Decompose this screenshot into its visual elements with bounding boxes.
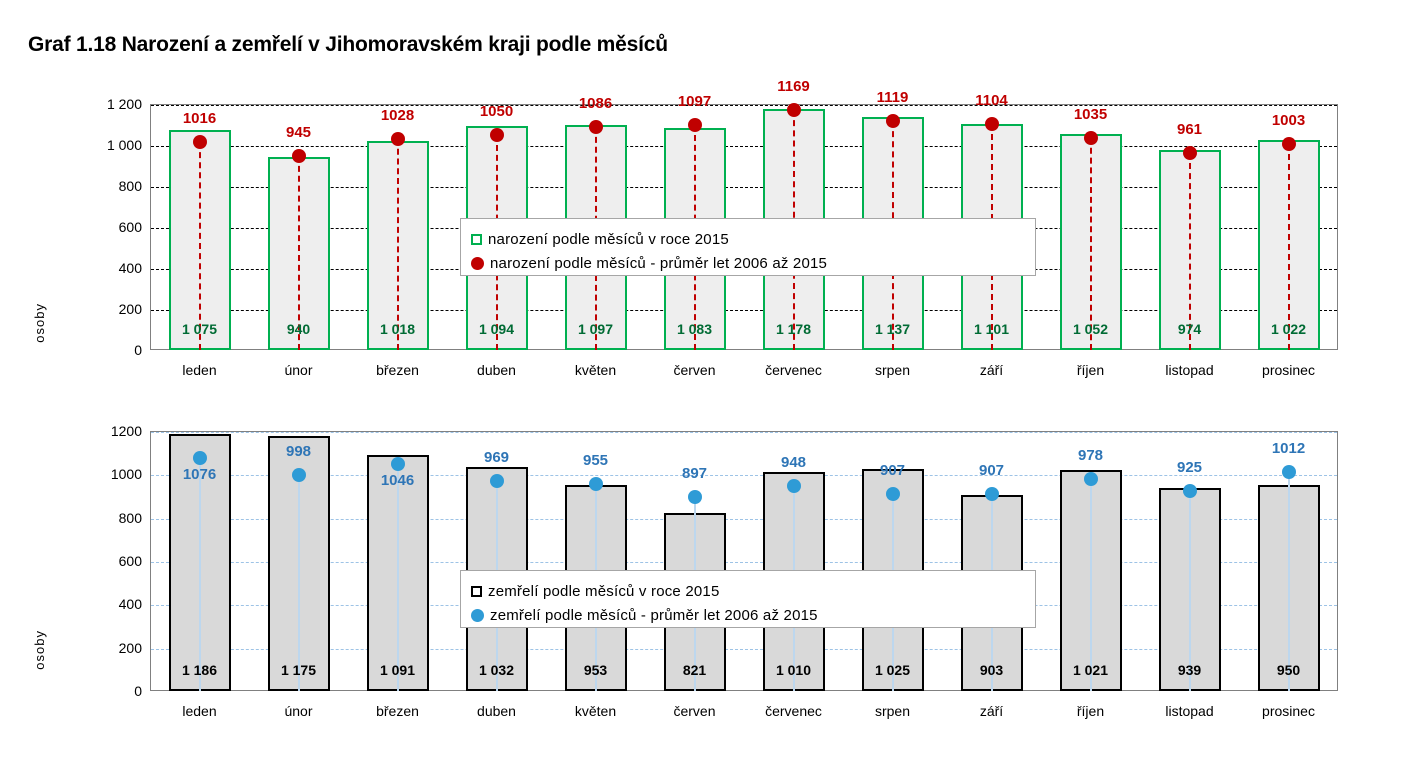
x-tick-label: duben <box>477 362 516 378</box>
avg-label-births-květen: 1086 <box>578 95 613 113</box>
y-tick-label: 200 <box>118 639 142 656</box>
avg-label-deaths-květen: 955 <box>582 452 609 470</box>
avg-label-deaths-březen: 1046 <box>380 472 415 490</box>
gridline <box>151 105 1337 106</box>
stem-births-březen <box>397 139 401 350</box>
stem-births-říjen <box>1090 138 1094 350</box>
bar-label-births-září: 1 101 <box>973 321 1010 337</box>
x-tick-label: březen <box>376 362 419 378</box>
y-tick-label: 800 <box>118 178 142 194</box>
bar-label-births-březen: 1 018 <box>379 321 416 337</box>
stem-deaths-prosinec <box>1288 472 1290 691</box>
legend-label-deaths-bars: zemřelí podle měsíců v roce 2015 <box>488 582 720 600</box>
x-tick-label: srpen <box>874 362 911 378</box>
avg-point-deaths-leden <box>193 451 207 465</box>
avg-point-births-listopad <box>1183 146 1197 160</box>
avg-point-births-září <box>985 117 999 131</box>
y-tick-label: 800 <box>118 509 142 526</box>
avg-point-births-březen <box>391 132 405 146</box>
avg-label-births-duben: 1050 <box>479 102 514 120</box>
bar-label-deaths-květen: 953 <box>583 662 608 678</box>
bar-label-deaths-červenec: 1 010 <box>775 662 812 678</box>
x-tick-label: listopad <box>1165 362 1214 378</box>
bar-label-births-duben: 1 094 <box>478 321 515 337</box>
avg-label-births-srpen: 1119 <box>876 88 909 106</box>
x-tick-label: říjen <box>1076 362 1105 378</box>
gridline <box>151 432 1337 433</box>
y-tick-label: 1200 <box>110 423 142 439</box>
bar-label-births-listopad: 974 <box>1177 321 1202 337</box>
x-tick-label: leden <box>182 703 217 719</box>
x-tick-label: říjen <box>1076 703 1105 719</box>
avg-label-deaths-červen: 897 <box>681 464 708 482</box>
stem-births-leden <box>199 142 203 350</box>
y-tick-label: 1000 <box>110 466 142 483</box>
avg-point-deaths-prosinec <box>1282 465 1296 479</box>
bar-label-deaths-červen: 821 <box>682 662 707 678</box>
x-tick-label: únor <box>284 362 313 378</box>
x-tick-label: červen <box>673 362 716 378</box>
bar-label-deaths-listopad: 939 <box>1177 662 1202 678</box>
avg-label-births-říjen: 1035 <box>1073 105 1108 123</box>
stem-deaths-leden <box>199 458 201 691</box>
x-tick-label: prosinec <box>1262 703 1315 719</box>
legend-label-deaths-avg: zemřelí podle měsíců - průměr let 2006 až 2015 <box>490 606 818 624</box>
x-tick-label: srpen <box>874 703 911 719</box>
page-title: Graf 1.18 Narození a zemřelí v Jihomoravském kraji podle měsíců <box>28 33 668 56</box>
y-tick-label: 400 <box>118 596 142 613</box>
avg-point-births-červen <box>688 118 702 132</box>
avg-label-deaths-leden: 1076 <box>182 465 217 483</box>
y-tick-label: 200 <box>118 301 142 317</box>
avg-point-births-prosinec <box>1282 137 1296 151</box>
stem-deaths-říjen <box>1090 479 1092 691</box>
bar-label-deaths-září: 903 <box>979 662 1004 678</box>
avg-point-births-duben <box>490 128 504 142</box>
avg-point-deaths-září <box>985 487 999 501</box>
avg-point-births-červenec <box>787 103 801 117</box>
stem-deaths-listopad <box>1189 491 1191 691</box>
stem-deaths-březen <box>397 464 399 691</box>
x-tick-label: prosinec <box>1262 362 1315 378</box>
bar-label-births-červen: 1 083 <box>676 321 713 337</box>
avg-point-births-květen <box>589 120 603 134</box>
avg-label-deaths-srpen: 907 <box>879 462 906 480</box>
avg-point-deaths-květen <box>589 477 603 491</box>
bar-label-deaths-březen: 1 091 <box>379 662 416 678</box>
avg-label-births-leden: 1016 <box>182 109 217 127</box>
x-tick-label: červenec <box>765 703 822 719</box>
avg-label-deaths-září: 907 <box>978 462 1005 480</box>
y-tick-label: 1 200 <box>106 96 142 112</box>
legend-row-births-bars <box>471 227 1023 251</box>
avg-point-deaths-duben <box>490 474 504 488</box>
bar-label-births-únor: 940 <box>286 321 311 337</box>
avg-label-births-červenec: 1169 <box>777 78 810 96</box>
avg-label-deaths-prosinec: 1012 <box>1271 439 1306 457</box>
x-tick-label: listopad <box>1165 703 1214 719</box>
avg-point-births-leden <box>193 135 207 149</box>
y-axis-title-deaths: osoby <box>32 630 47 670</box>
legend-marker-green-square-icon <box>471 234 482 245</box>
bar-label-births-říjen: 1 052 <box>1072 321 1109 337</box>
bar-label-births-červenec: 1 178 <box>775 321 812 337</box>
stem-deaths-únor <box>298 475 300 691</box>
avg-point-deaths-únor <box>292 468 306 482</box>
avg-label-deaths-listopad: 925 <box>1176 458 1203 476</box>
bar-label-deaths-duben: 1 032 <box>478 662 515 678</box>
legend-label-births-avg: narození podle měsíců - průměr let 2006 až 2015 <box>490 254 828 272</box>
avg-point-deaths-říjen <box>1084 472 1098 486</box>
legend-marker-blue-dot-icon <box>471 609 484 622</box>
gridline <box>151 146 1337 147</box>
avg-label-births-březen: 1028 <box>380 107 415 125</box>
avg-label-births-listopad: 961 <box>1176 120 1203 138</box>
bar-label-deaths-leden: 1 186 <box>181 662 218 678</box>
x-tick-label: březen <box>376 703 419 719</box>
legend-row-births-avg <box>471 251 1023 275</box>
legend-marker-red-dot-icon <box>471 257 484 270</box>
y-tick-label: 0 <box>134 683 142 699</box>
avg-label-births-prosinec: 1003 <box>1271 112 1306 130</box>
bar-label-births-srpen: 1 137 <box>874 321 911 337</box>
chart-deaths <box>0 415 1401 725</box>
avg-point-deaths-srpen <box>886 487 900 501</box>
y-axis-title-births: osoby <box>32 303 47 343</box>
avg-point-deaths-listopad <box>1183 484 1197 498</box>
avg-point-deaths-červenec <box>787 479 801 493</box>
bar-label-deaths-prosinec: 950 <box>1276 662 1301 678</box>
x-tick-label: květen <box>574 362 617 378</box>
legend-marker-black-square-icon <box>471 586 482 597</box>
legend-row-deaths-bars <box>471 579 1023 603</box>
bar-label-deaths-říjen: 1 021 <box>1072 662 1109 678</box>
x-tick-label: únor <box>284 703 313 719</box>
y-tick-label: 0 <box>134 342 142 358</box>
x-tick-label: červen <box>673 703 716 719</box>
avg-point-deaths-březen <box>391 457 405 471</box>
avg-point-births-srpen <box>886 114 900 128</box>
legend-label-births-bars: narození podle měsíců v roce 2015 <box>488 230 729 248</box>
avg-label-deaths-červenec: 948 <box>780 453 807 471</box>
stem-births-prosinec <box>1288 144 1292 350</box>
avg-label-deaths-duben: 969 <box>483 449 510 467</box>
avg-point-deaths-červen <box>688 490 702 504</box>
avg-label-births-září: 1104 <box>975 91 1008 109</box>
y-tick-label: 600 <box>118 553 142 569</box>
bar-label-births-leden: 1 075 <box>181 321 218 337</box>
avg-point-births-únor <box>292 149 306 163</box>
legend-row-deaths-avg <box>471 603 1023 627</box>
y-tick-label: 600 <box>118 219 142 235</box>
avg-label-deaths-únor: 998 <box>285 442 312 460</box>
bar-label-deaths-únor: 1 175 <box>280 662 317 678</box>
x-tick-label: květen <box>574 703 617 719</box>
avg-label-births-červen: 1097 <box>677 93 712 111</box>
chart-births <box>0 78 1401 398</box>
avg-label-deaths-říjen: 978 <box>1077 447 1104 465</box>
bar-label-births-květen: 1 097 <box>577 321 614 337</box>
x-tick-label: duben <box>477 703 516 719</box>
bar-label-births-prosinec: 1 022 <box>1270 321 1307 337</box>
legend-deaths <box>460 570 1036 628</box>
y-tick-label: 400 <box>118 260 142 276</box>
avg-label-births-únor: 945 <box>285 124 312 142</box>
legend-births <box>460 218 1036 276</box>
x-tick-label: září <box>979 703 1004 719</box>
avg-point-births-říjen <box>1084 131 1098 145</box>
x-tick-label: září <box>979 362 1004 378</box>
y-tick-label: 1 000 <box>106 137 142 153</box>
bar-label-deaths-srpen: 1 025 <box>874 662 911 678</box>
x-tick-label: červenec <box>765 362 822 378</box>
x-tick-label: leden <box>182 362 217 378</box>
